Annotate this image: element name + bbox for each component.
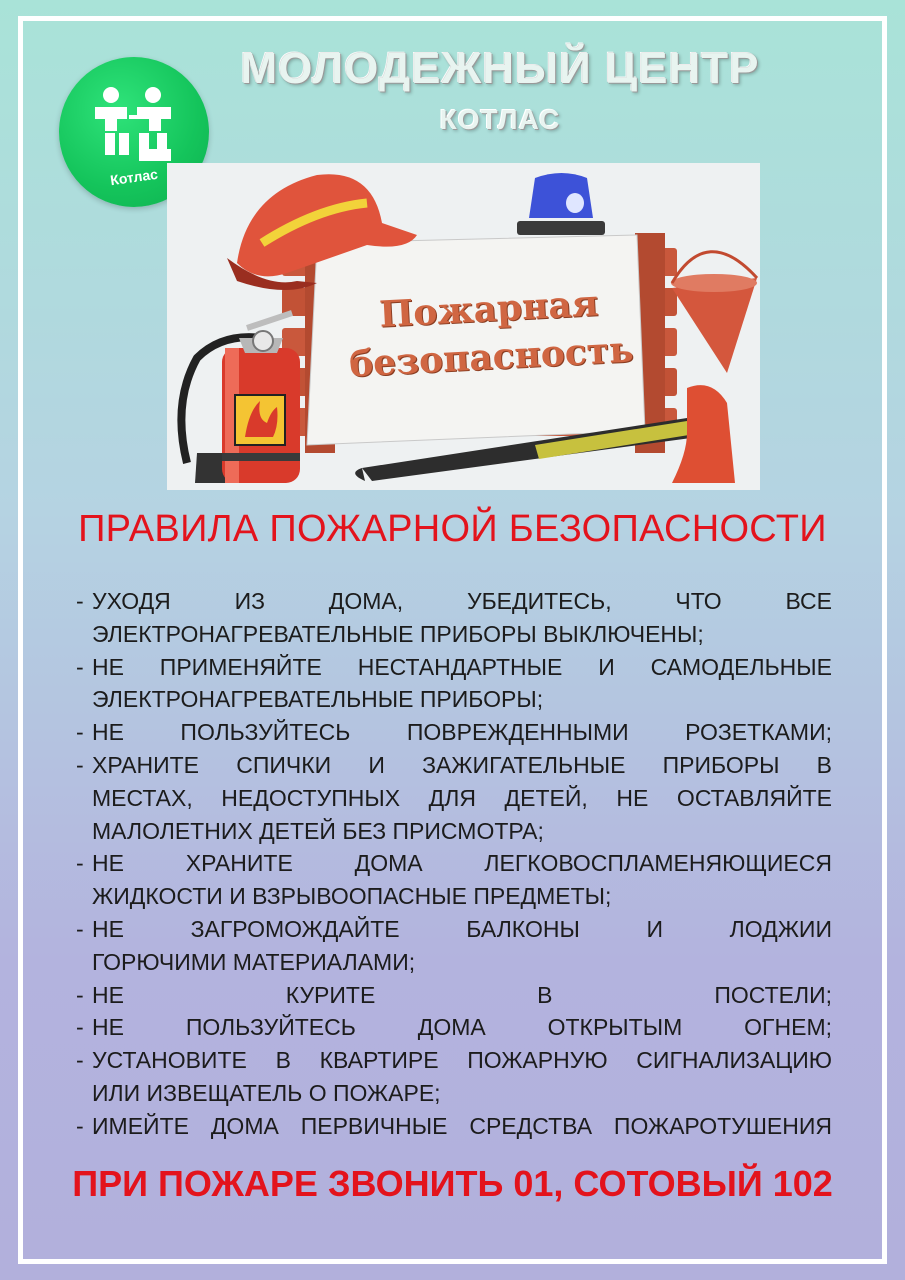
sign-line-2: безопасность [348,328,635,386]
rule-item [72,651,832,717]
sign-text [343,277,638,388]
rule-item [72,1110,832,1143]
rule-item [72,979,832,1012]
rule-line: ЭЛЕКТРОНАГРЕВАТЕЛЬНЫЕ ПРИБОРЫ; [92,686,544,713]
rule-line: - НЕ ПОЛЬЗУЙТЕСЬ ПОВРЕЖДЕННЫМИ РОЗЕТКАМИ; [92,719,832,746]
rule-line: - УХОДЯ ИЗ ДОМА, УБЕДИТЕСЬ, ЧТО ВСЕ [92,588,832,614]
rule-line: - ХРАНИТЕ СПИЧКИ И ЗАЖИГАТЕЛЬНЫЕ ПРИБОРЫ В [92,751,832,778]
rule-line: МЕСТАХ, НЕДОСТУПНЫХ ДЛЯ ДЕТЕЙ, НЕ ОСТАВЛЯЙТЕ [92,784,832,811]
rule-item [72,716,832,749]
rule-line: ЭЛЕКТРОНАГРЕВАТЕЛЬНЫЕ ПРИБОРЫ ВЫКЛЮЧЕНЫ; [92,620,704,647]
rule-item [72,1011,832,1044]
page-title: МОЛОДЕЖНЫЙ ЦЕНТР [240,44,760,93]
rule-item [72,1044,832,1110]
rule-line: - НЕ ПРИМЕНЯЙТЕ НЕСТАНДАРТНЫЕ И САМОДЕЛЬНЫЕ [92,653,832,680]
rule-line: ЖИДКОСТИ И ВЗРЫВООПАСНЫЕ ПРЕДМЕТЫ; [92,883,612,910]
rule-line: МАЛОЛЕТНИХ ДЕТЕЙ БЕЗ ПРИСМОТРА; [92,817,544,844]
rule-line: - НЕ ПОЛЬЗУЙТЕСЬ ДОМА ОТКРЫТЫМ ОГНЕМ; [92,1014,832,1041]
rule-line: - ИМЕЙТЕ ДОМА ПЕРВИЧНЫЕ СРЕДСТВА ПОЖАРОТУШЕНИЯ [92,1112,832,1139]
rule-item [72,749,832,847]
rule-line: - УСТАНОВИТЕ В КВАРТИРЕ ПОЖАРНУЮ СИГНАЛИЗАЦИЮ [92,1047,832,1074]
rule-line: ГОРЮЧИМИ МАТЕРИАЛАМИ; [92,948,416,975]
siren-icon [517,173,605,235]
rule-item [72,847,832,913]
page-subtitle: КОТЛАС [439,104,561,135]
rule-line: - НЕ ЗАГРОМОЖДАЙТЕ БАЛКОНЫ И ЛОДЖИИ [92,915,832,942]
rule-item [72,585,832,651]
emergency-phone-footer: ПРИ ПОЖАРЕ ЗВОНИТЬ 01, СОТОВЫЙ 102 [72,1163,833,1204]
rules-list [72,585,832,1143]
rule-line: - НЕ ХРАНИТЕ ДОМА ЛЕГКОВОСПЛАМЕНЯЮЩИЕСЯ [92,850,832,877]
rule-line: ИЛИ ИЗВЕЩАТЕЛЬ О ПОЖАРЕ; [92,1079,441,1106]
sign-line-1: Пожарная [378,282,600,336]
logo-city-label: Котлас [109,165,159,189]
fire-extinguisher-icon [181,313,300,483]
fire-safety-illustration [167,163,760,490]
fire-bucket-icon [671,252,757,373]
logo-figures-icon [91,85,177,165]
rule-line: - НЕ КУРИТЕ В ПОСТЕЛИ; [92,981,832,1008]
rule-item [72,913,832,979]
rules-heading: ПРАВИЛА ПОЖАРНОЙ БЕЗОПАСНОСТИ [78,508,827,550]
